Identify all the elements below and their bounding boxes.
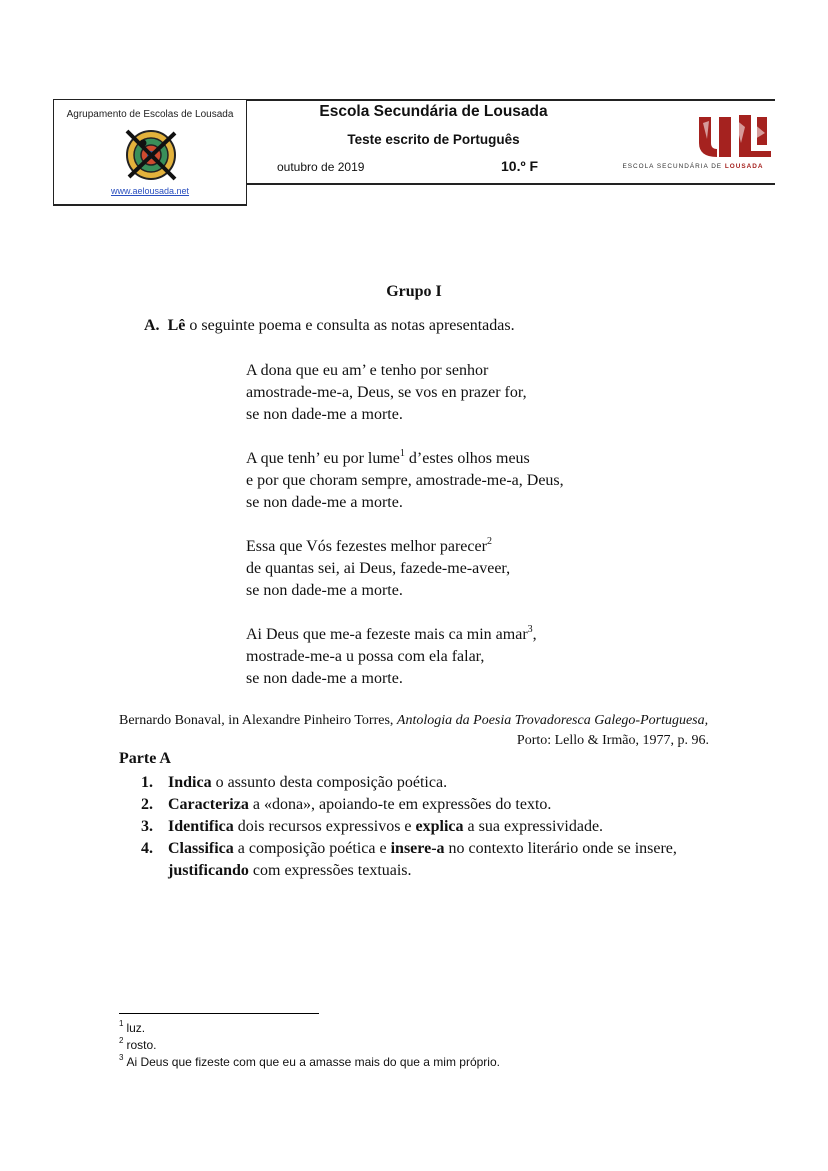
class-label: 10.º F xyxy=(501,158,539,174)
poem-stanza-3 xyxy=(246,536,564,602)
question-number: 1. xyxy=(141,774,153,791)
poem-line xyxy=(246,624,564,646)
question-number: 3. xyxy=(141,818,153,835)
poem xyxy=(246,360,564,712)
question-number: 2. xyxy=(141,796,153,813)
poem-line: mostrade-me-a u possa com ela falar, xyxy=(246,648,485,665)
citation-publisher: Porto: Lello & Irmão, 1977, p. 96. xyxy=(516,733,709,748)
question-text: a sua expressividade. xyxy=(463,818,604,835)
poem-line-text: Essa que Vós fezestes melhor parecer xyxy=(246,538,487,555)
school-logo-icon xyxy=(695,113,773,159)
poem-stanza-4 xyxy=(246,624,564,690)
poem-line: A dona que eu am’ e tenho por senhor xyxy=(246,362,489,379)
poem-line: se non dade-me a morte. xyxy=(246,494,403,511)
footnote-ref[interactable]: 2 xyxy=(486,535,492,547)
school-group-name: Agrupamento de Escolas de Lousada xyxy=(66,109,234,120)
question-2 xyxy=(141,794,677,816)
citation-source xyxy=(119,713,708,729)
question-1 xyxy=(141,772,677,794)
poem-line-text: , xyxy=(532,626,537,643)
school-group-logo-icon xyxy=(123,127,179,183)
footnote-3 xyxy=(119,1054,500,1071)
footnote-separator xyxy=(119,1013,319,1014)
test-title: Teste escrito de Português xyxy=(347,132,520,147)
citation-author: Bernardo Bonaval, in Alexandre Pinheiro Torres, xyxy=(119,713,394,728)
question-4 xyxy=(141,838,677,882)
poem-line: de quantas sei, ai Deus, fazede-me-aveer, xyxy=(246,560,511,577)
poem-line: e por que choram sempre, amostrade-me-a, Deus, xyxy=(246,472,564,489)
poem-line-text: Ai Deus que me-a fezeste mais ca min amar xyxy=(246,626,528,643)
header-bottom-rule xyxy=(247,183,775,185)
logo-caption-suffix: LOUSADA xyxy=(724,163,764,170)
poem-line xyxy=(246,536,564,558)
question-list xyxy=(141,772,677,882)
test-date: outubro de 2019 xyxy=(277,160,365,174)
poem-stanza-2 xyxy=(246,448,564,514)
footnote-ref[interactable]: 1 xyxy=(399,447,405,459)
question-3 xyxy=(141,816,677,838)
question-text: a «dona», apoiando-te em expressões do texto. xyxy=(248,796,552,813)
footnote-1 xyxy=(119,1020,500,1037)
question-verb: Caracteriza xyxy=(168,796,249,813)
footnote-number: 2 xyxy=(119,1036,124,1045)
question-verb: Identifica xyxy=(168,818,234,835)
question-verb: Indica xyxy=(168,774,212,791)
question-verb: Classifica xyxy=(168,840,234,857)
logo-caption-prefix: ESCOLA SECUNDÁRIA DE xyxy=(622,163,723,170)
poem-line: se non dade-me a morte. xyxy=(246,670,403,687)
question-text: a composição poética e xyxy=(233,840,391,857)
school-logo-caption xyxy=(618,163,768,170)
poem-line xyxy=(246,448,564,470)
part-title: Parte A xyxy=(119,750,171,767)
question-text: no contexto literário onde se insere, xyxy=(444,840,677,857)
instruction xyxy=(144,317,515,335)
footnotes xyxy=(119,1020,500,1071)
poem-line: amostrade-me-a, Deus, se vos en prazer for, xyxy=(246,384,527,401)
question-verb: justificando xyxy=(168,862,249,879)
question-verb: explica xyxy=(415,818,464,835)
poem-line: se non dade-me a morte. xyxy=(246,582,403,599)
footnote-ref[interactable]: 3 xyxy=(527,623,533,635)
question-text: com expressões textuais. xyxy=(248,862,412,879)
school-group-box xyxy=(53,99,247,206)
poem-line-text: d’estes olhos meus xyxy=(404,450,530,467)
footnote-text: rosto. xyxy=(126,1038,157,1052)
question-text: dois recursos expressivos e xyxy=(233,818,416,835)
footnote-number: 3 xyxy=(119,1053,124,1062)
poem-line: se non dade-me a morte. xyxy=(246,406,403,423)
poem-stanza-1 xyxy=(246,360,564,426)
footnote-text: Ai Deus que fizeste com que eu a amasse mais do que a mim próprio. xyxy=(126,1055,500,1069)
footnote-number: 1 xyxy=(119,1019,124,1028)
question-verb: insere-a xyxy=(390,840,445,857)
poem-line-text: A que tenh’ eu por lume xyxy=(246,450,400,467)
school-website-link[interactable]: www.aelousada.net xyxy=(110,186,190,196)
instruction-verb: Lê xyxy=(167,317,186,334)
citation-book: Antologia da Poesia Trovadoresca Galego-Portuguesa, xyxy=(396,713,709,728)
footnote-text: luz. xyxy=(126,1021,146,1035)
question-text: o assunto desta composição poética. xyxy=(211,774,448,791)
header-top-rule xyxy=(247,99,775,101)
instruction-text: o seguinte poema e consulta as notas apresentadas. xyxy=(189,317,515,334)
school-name: Escola Secundária de Lousada xyxy=(319,103,548,120)
instruction-label: A. xyxy=(144,317,160,334)
question-number: 4. xyxy=(141,840,153,857)
footnote-2 xyxy=(119,1037,500,1054)
group-title: Grupo I xyxy=(386,283,442,300)
